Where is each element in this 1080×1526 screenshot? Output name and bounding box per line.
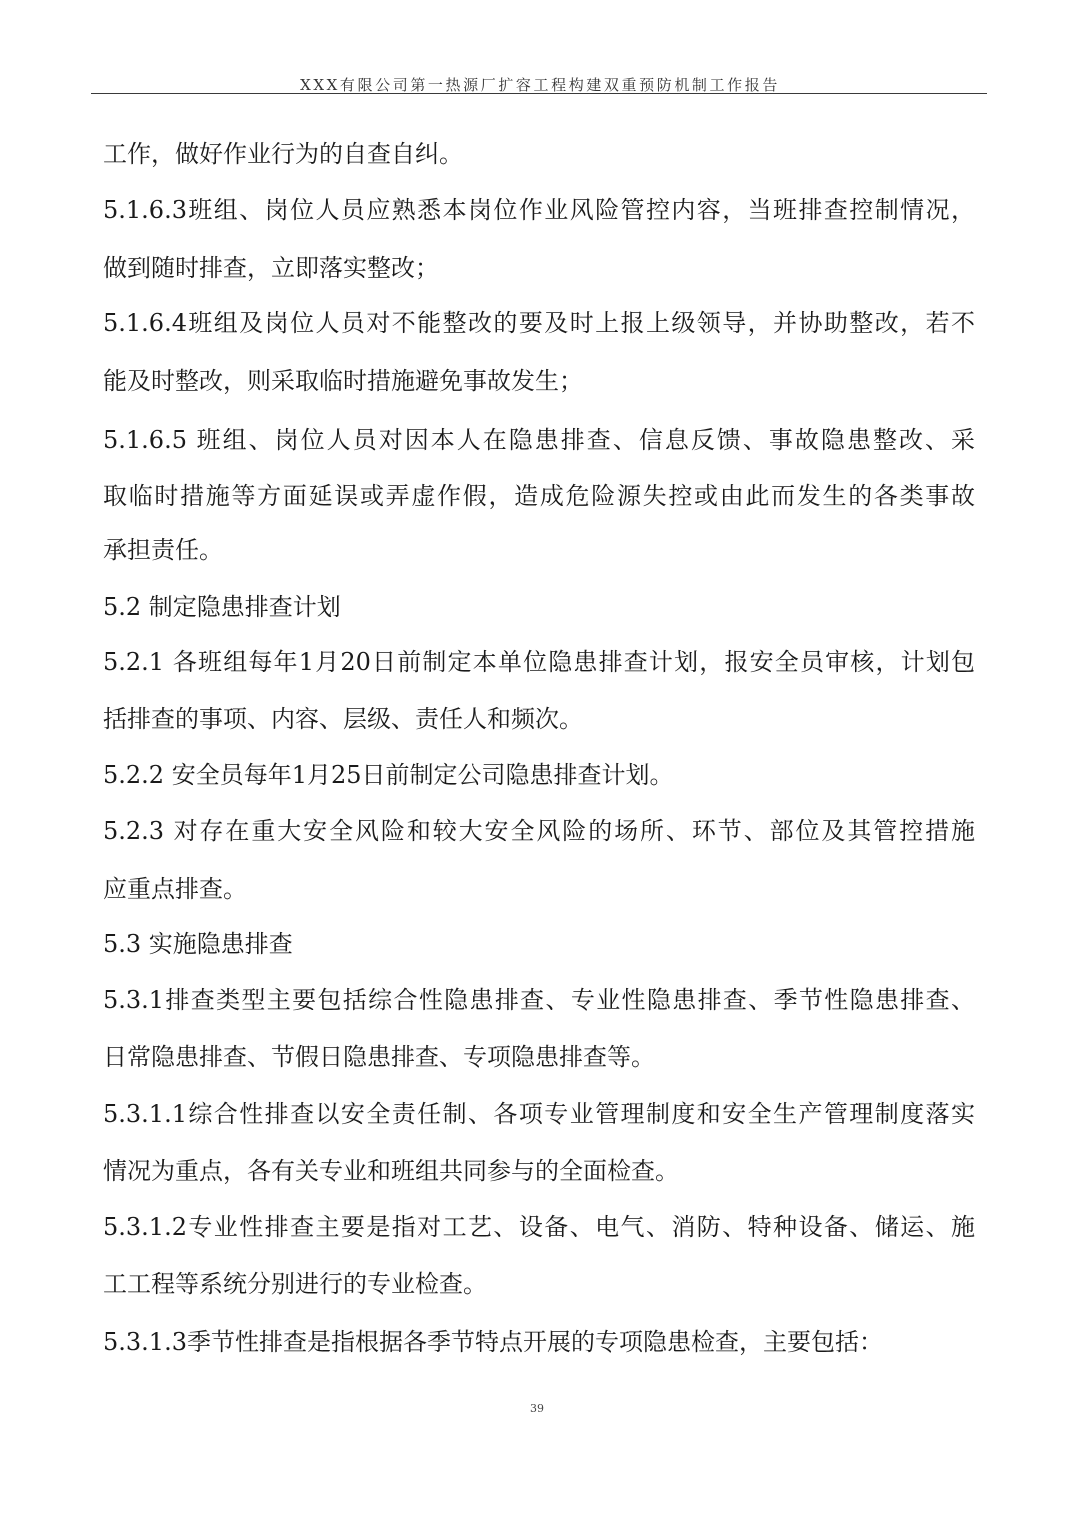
body-line: 情况为重点，各有关专业和班组共同参与的全面检查。 xyxy=(103,1157,679,1185)
body-line: 5.3.1.2专业性排查主要是指对工艺、设备、电气、消防、特种设备、储运、施 xyxy=(103,1213,975,1241)
section-heading: 5.2 制定隐患排查计划 xyxy=(103,593,341,621)
body-line: 5.3.1排查类型主要包括综合性隐患排查、专业性隐患排查、季节性隐患排查、 xyxy=(103,986,975,1014)
body-line: 5.1.6.4班组及岗位人员对不能整改的要及时上报上级领导，并协助整改，若不 xyxy=(103,309,975,337)
body-line: 5.1.6.3班组、岗位人员应熟悉本岗位作业风险管控内容，当班排查控制情况， xyxy=(103,196,975,224)
section-heading: 5.3 实施隐患排查 xyxy=(103,930,293,958)
body-line: 能及时整改，则采取临时措施避免事故发生； xyxy=(103,367,583,395)
body-line: 5.2.2 安全员每年1月25日前制定公司隐患排查计划。 xyxy=(103,761,674,789)
body-line: 5.2.3 对存在重大安全风险和较大安全风险的场所、环节、部位及其管控措施 xyxy=(103,817,975,845)
page-number: 39 xyxy=(530,1402,544,1415)
body-line: 应重点排查。 xyxy=(103,875,247,903)
body-line: 括排查的事项、内容、层级、责任人和频次。 xyxy=(103,705,583,733)
body-line: 5.3.1.1综合性排查以安全责任制、各项专业管理制度和安全生产管理制度落实 xyxy=(103,1100,975,1128)
body-line: 日常隐患排查、节假日隐患排查、专项隐患排查等。 xyxy=(103,1043,655,1071)
body-line: 承担责任。 xyxy=(103,536,223,564)
header-divider xyxy=(91,93,987,94)
body-line: 5.1.6.5 班组、岗位人员对因本人在隐患排查、信息反馈、事故隐患整改、采 xyxy=(103,426,975,454)
body-line: 工作，做好作业行为的自查自纠。 xyxy=(103,140,463,168)
body-line: 取临时措施等方面延误或弄虚作假，造成危险源失控或由此而发生的各类事故 xyxy=(103,482,975,510)
body-line: 做到随时排查，立即落实整改； xyxy=(103,254,439,282)
body-line: 5.3.1.3季节性排查是指根据各季节特点开展的专项隐患检查，主要包括： xyxy=(103,1328,883,1356)
body-line: 5.2.1 各班组每年1月20日前制定本单位隐患排查计划，报安全员审核，计划包 xyxy=(103,648,975,676)
body-line: 工工程等系统分别进行的专业检查。 xyxy=(103,1270,487,1298)
header-title: XXX有限公司第一热源厂扩容工程构建双重预防机制工作报告 xyxy=(300,76,780,94)
